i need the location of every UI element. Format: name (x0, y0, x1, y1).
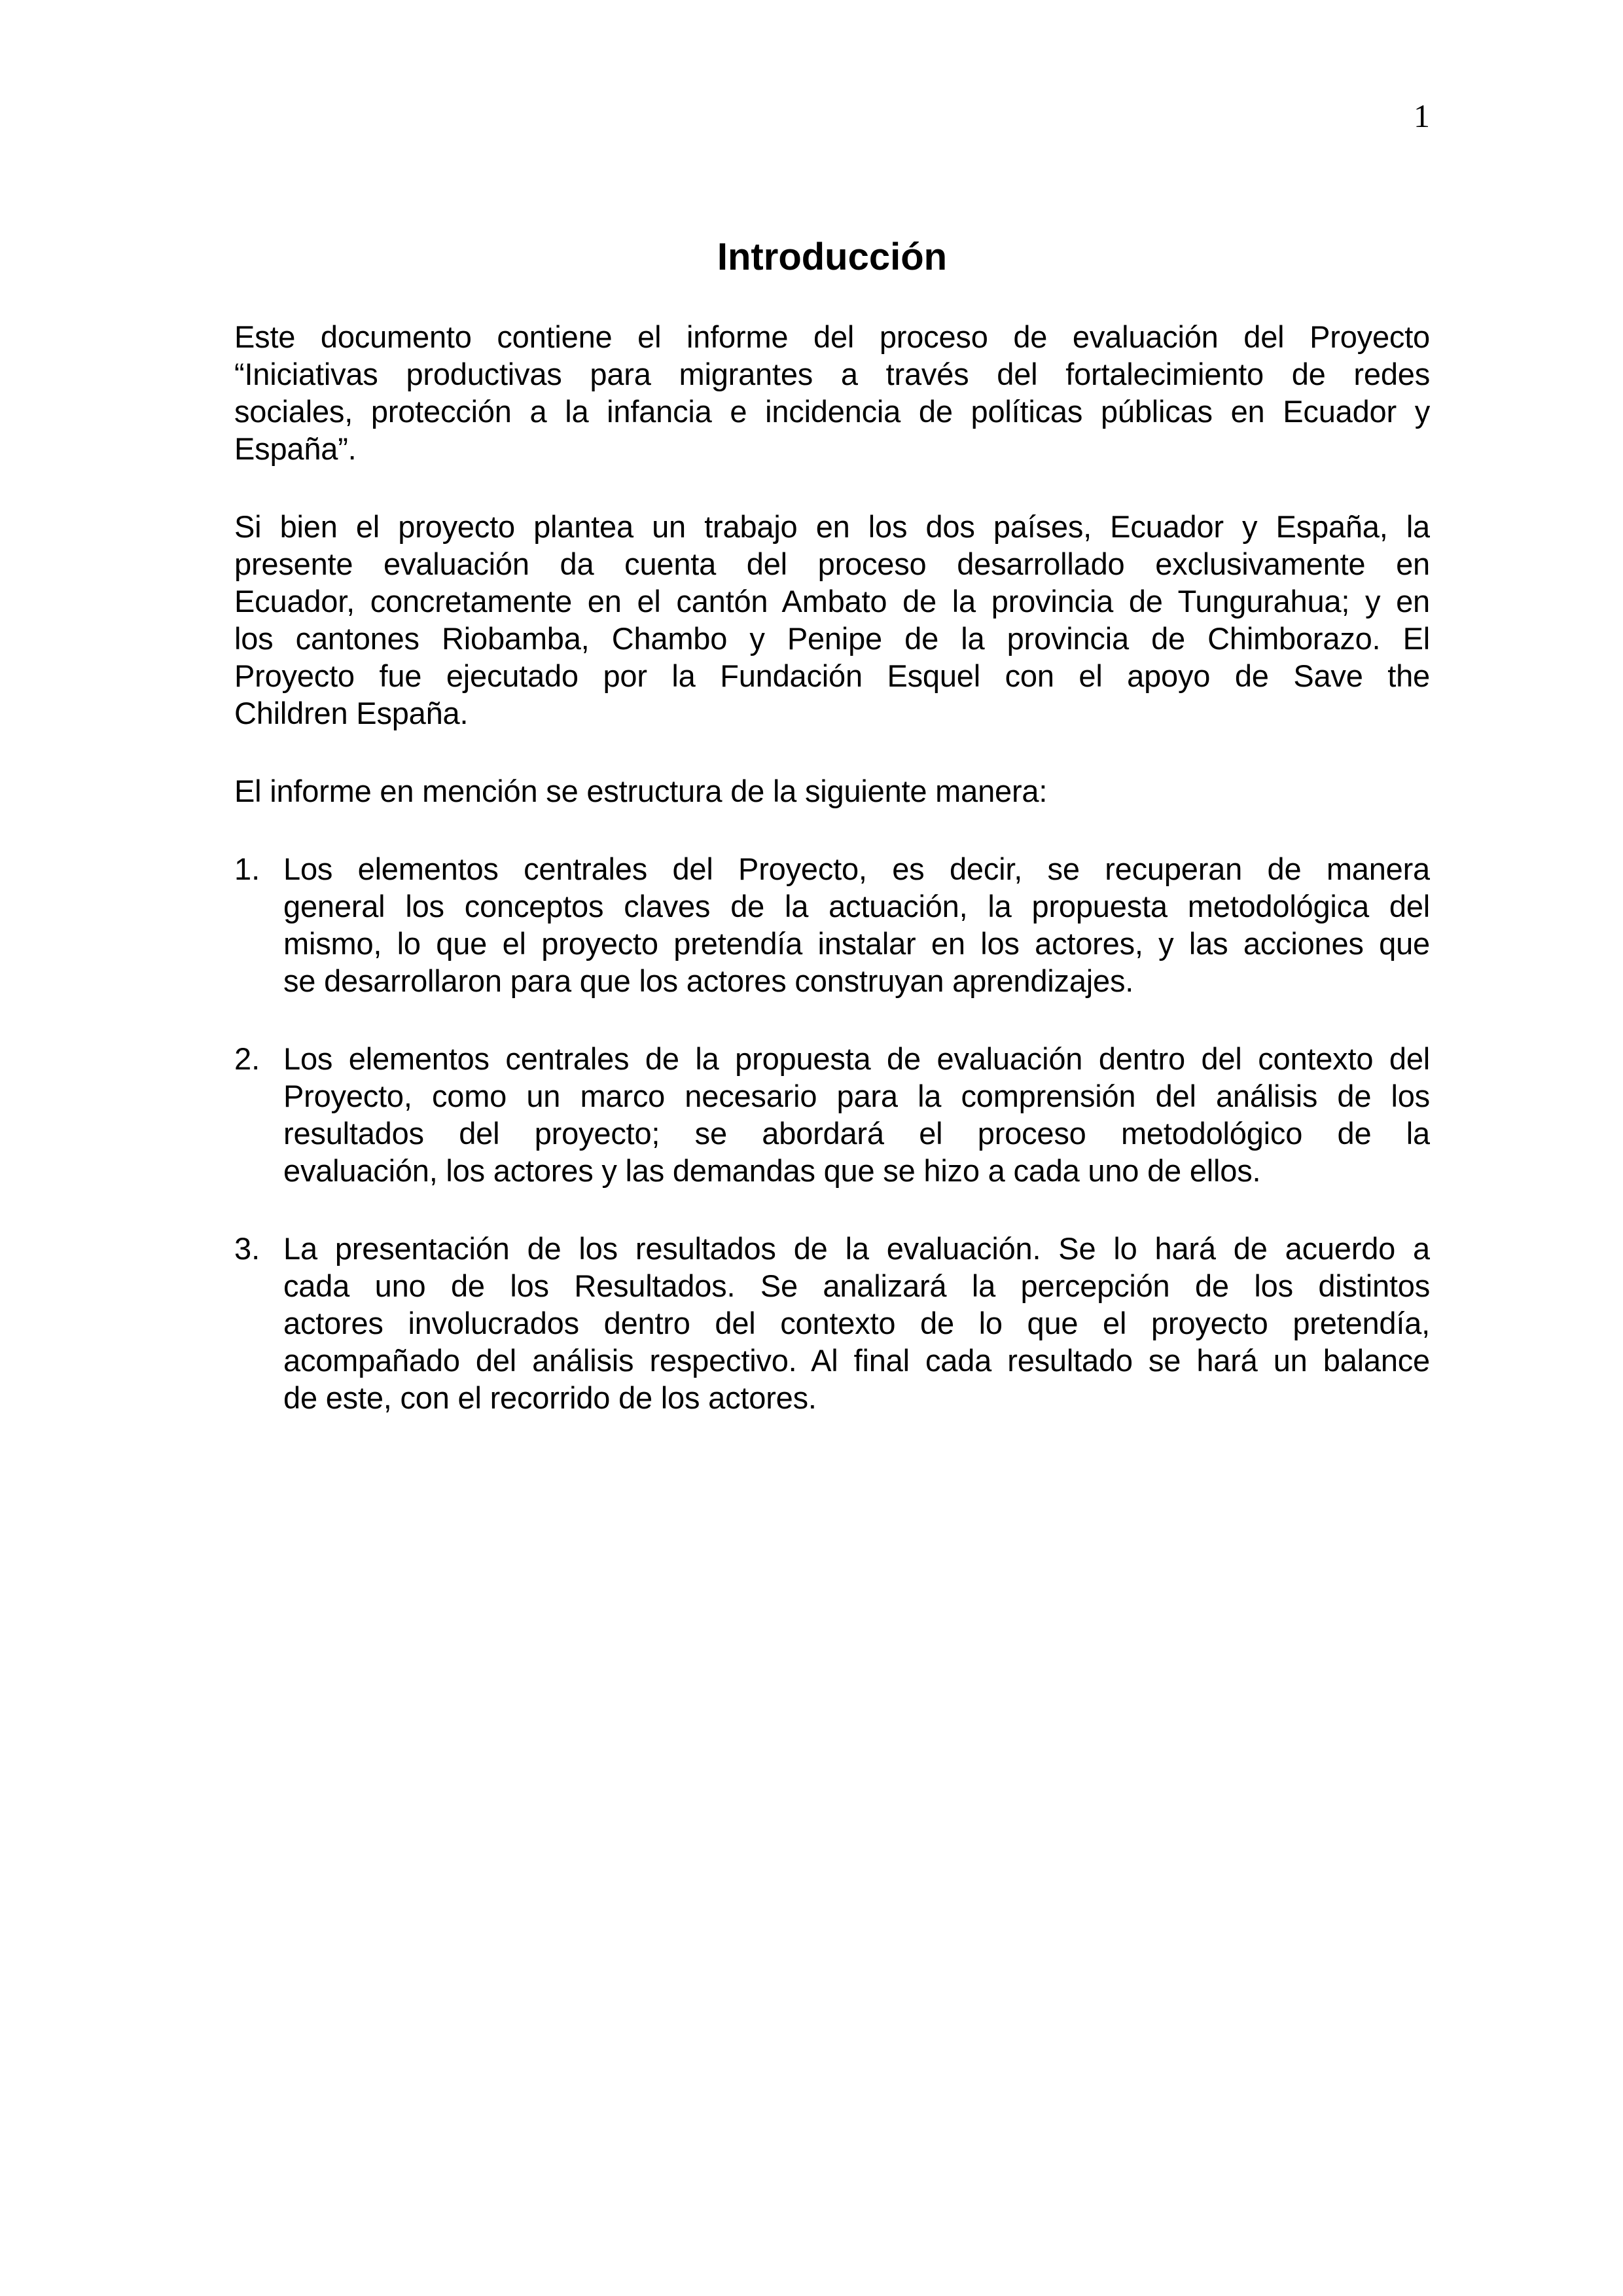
list-item-number: 1. (234, 852, 260, 886)
text-line: Los elementos centrales del Proyecto, es decir, se recuperan de manera (283, 852, 1430, 886)
list-item-body (283, 1040, 1430, 1189)
text-line: los cantones Riobamba, Chambo y Penipe de la provincia de Chimborazo. El (234, 621, 1430, 656)
text-line: Proyecto fue ejecutado por la Fundación Esquel con el apoyo de Save the (234, 658, 1430, 693)
paragraph (234, 318, 1430, 467)
list-item-number: 2. (234, 1041, 260, 1076)
list-item-number: 3. (234, 1231, 260, 1266)
paragraph (234, 508, 1430, 732)
text-line: sociales, protección a la infancia e incidencia de políticas públicas en Ecuador y (234, 394, 1430, 429)
list-item-body (283, 1230, 1430, 1416)
list-item (234, 1230, 1430, 1416)
text-line: general los conceptos claves de la actuación, la propuesta metodológica del (283, 889, 1430, 924)
text-line: se desarrollaron para que los actores construyan aprendizajes. (283, 963, 1134, 998)
list-item-body (283, 850, 1430, 999)
text-line: evaluación, los actores y las demandas que se hizo a cada uno de ellos. (283, 1153, 1261, 1188)
text-line: de este, con el recorrido de los actores. (283, 1380, 817, 1415)
text-line: cada uno de los Resultados. Se analizará la percepción de los distintos (283, 1268, 1430, 1303)
text-line: mismo, lo que el proyecto pretendía instalar en los actores, y las acciones que (283, 926, 1430, 961)
paragraph (234, 772, 1430, 810)
text-line: El informe en mención se estructura de la siguiente manera: (234, 774, 1048, 808)
text-line: Proyecto, como un marco necesario para la comprensión del análisis de los (283, 1079, 1430, 1113)
text-line: acompañado del análisis respectivo. Al final cada resultado se hará un balance (283, 1343, 1430, 1378)
text-line: Los elementos centrales de la propuesta de evaluación dentro del contexto del (283, 1041, 1430, 1076)
text-line: resultados del proyecto; se abordará el proceso metodológico de la (283, 1116, 1430, 1151)
page-number: 1 (1414, 98, 1430, 134)
text-line: Si bien el proyecto plantea un trabajo en los dos países, Ecuador y España, la (234, 509, 1430, 544)
list-item (234, 850, 1430, 999)
text-line: España”. (234, 431, 357, 466)
text-line: presente evaluación da cuenta del proceso desarrollado exclusivamente en (234, 547, 1430, 581)
text-line: Children España. (234, 696, 469, 730)
text-line: Este documento contiene el informe del proceso de evaluación del Proyecto (234, 319, 1430, 354)
text-line: Ecuador, concretamente en el cantón Ambato de la provincia de Tungurahua; y en (234, 584, 1430, 619)
list-item (234, 1040, 1430, 1189)
page-title: Introducción (717, 236, 948, 278)
text-line: “Iniciativas productivas para migrantes a través del fortalecimiento de redes (234, 357, 1430, 391)
text-line: actores involucrados dentro del contexto de lo que el proyecto pretendía, (283, 1306, 1430, 1340)
text-line: La presentación de los resultados de la evaluación. Se lo hará de acuerdo a (283, 1231, 1430, 1266)
